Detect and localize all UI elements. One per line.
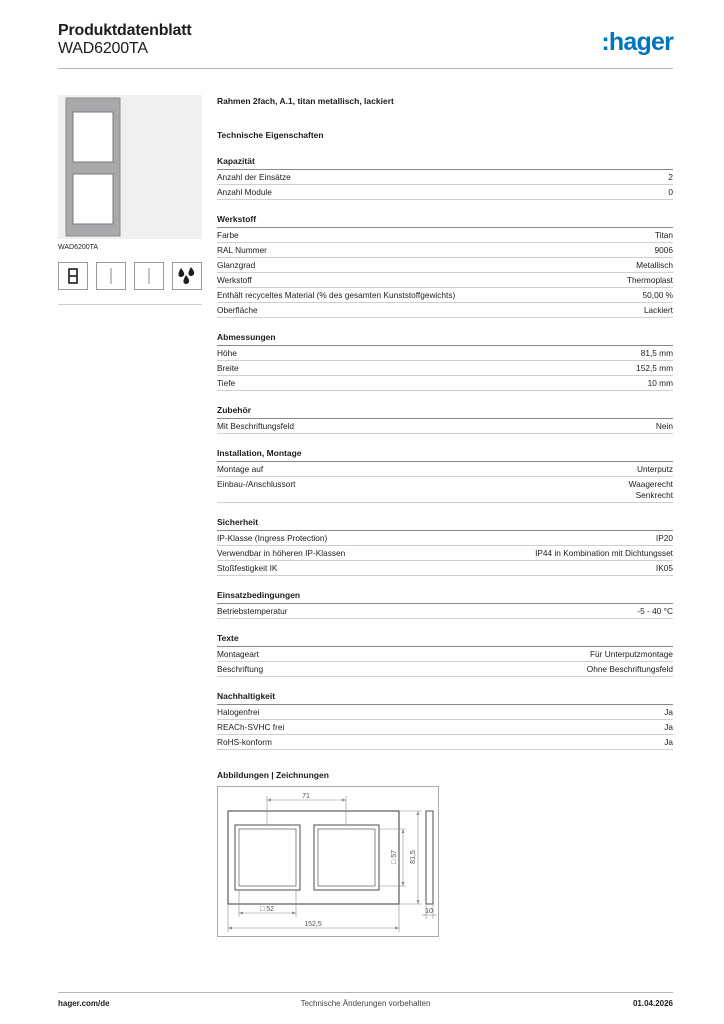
- spec-label: RoHS-konform: [217, 737, 272, 747]
- product-image: [58, 95, 202, 239]
- technical-drawing: [217, 786, 439, 937]
- section-title: Sicherheit: [217, 517, 673, 531]
- spec-section: [217, 332, 673, 391]
- spec-row: [217, 258, 673, 273]
- spec-value: Ja: [664, 707, 673, 717]
- spec-row: [217, 419, 673, 434]
- spec-section: [217, 214, 673, 318]
- spec-label: Enthält recyceltes Material (% des gesamten Kunststoffgewichts): [217, 290, 456, 300]
- spec-row: [217, 243, 673, 258]
- dimension-52: □ 52: [260, 906, 274, 913]
- spec-value: Ohne Beschriftungsfeld: [586, 664, 673, 674]
- spec-label: Oberfläche: [217, 305, 258, 315]
- section-title: Zubehör: [217, 405, 673, 419]
- product-description: Rahmen 2fach, A.1, titan metallisch, lackiert: [217, 96, 394, 106]
- spec-value: 10 mm: [647, 378, 673, 388]
- spec-label: Breite: [217, 363, 239, 373]
- spec-label: Werkstoff: [217, 275, 252, 285]
- spec-section: [217, 633, 673, 677]
- spec-row: [217, 228, 673, 243]
- footer-website: hager.com/de: [58, 999, 110, 1008]
- spec-row: [217, 477, 673, 503]
- figures-heading: Abbildungen | Zeichnungen: [217, 770, 329, 780]
- page-header: [58, 21, 673, 69]
- spec-value: 2: [668, 172, 673, 182]
- spec-row: [217, 288, 673, 303]
- spec-row: [217, 662, 673, 677]
- section-title: Installation, Montage: [217, 448, 673, 462]
- spec-value: IP44 in Kombination mit Dichtungsset: [535, 548, 673, 558]
- spec-section: [217, 691, 673, 750]
- spec-value: Metallisch: [636, 260, 673, 270]
- spec-row: [217, 185, 673, 200]
- footer-date: 01.04.2026: [632, 999, 673, 1008]
- spec-section: [217, 517, 673, 576]
- water-drops-icon: [172, 262, 202, 290]
- left-divider: [58, 304, 202, 305]
- spec-value: 0: [668, 187, 673, 197]
- hager-logo: :hager: [601, 28, 673, 56]
- spec-value: Thermoplast: [626, 275, 673, 285]
- spec-label: REACh-SVHC frei: [217, 722, 285, 732]
- dimension-152-5: 152,5: [304, 921, 322, 928]
- spec-value: Ja: [664, 722, 673, 732]
- spec-section: [217, 156, 673, 200]
- spec-row: [217, 546, 673, 561]
- section-title: Kapazität: [217, 156, 673, 170]
- specification-sections: [217, 156, 673, 750]
- spec-label: Beschriftung: [217, 664, 264, 674]
- dimension-57: □ 57: [391, 850, 398, 864]
- spec-row: [217, 376, 673, 391]
- spec-label: Betriebstemperatur: [217, 606, 288, 616]
- line-icon: [96, 262, 126, 290]
- spec-row: [217, 303, 673, 318]
- spec-label: RAL Nummer: [217, 245, 267, 255]
- spec-row: [217, 604, 673, 619]
- spec-section: [217, 405, 673, 434]
- section-title: Nachhaltigkeit: [217, 691, 673, 705]
- spec-row: [217, 735, 673, 750]
- spec-row: [217, 720, 673, 735]
- spec-value: 50,00 %: [642, 290, 673, 300]
- spec-label: Anzahl der Einsätze: [217, 172, 291, 182]
- spec-value: IP20: [655, 533, 673, 543]
- specification-column: [217, 96, 673, 937]
- spec-label: Glanzgrad: [217, 260, 256, 270]
- spec-value: Für Unterputzmontage: [589, 649, 673, 659]
- spec-row: [217, 346, 673, 361]
- spec-row: [217, 170, 673, 185]
- product-frame-illustration: [58, 95, 202, 239]
- spec-value: Titan: [654, 230, 673, 240]
- spec-row: [217, 361, 673, 376]
- spec-value: Nein: [655, 421, 673, 431]
- image-caption: WAD6200TA: [58, 244, 99, 251]
- section-title: Abmessungen: [217, 332, 673, 346]
- spec-label: Anzahl Module: [217, 187, 272, 197]
- page-footer: [58, 992, 673, 1013]
- spec-label: Montageart: [217, 649, 259, 659]
- section-title: Texte: [217, 633, 673, 647]
- spec-value: 9006: [654, 245, 673, 255]
- spec-row: [217, 531, 673, 546]
- article-number: WAD6200TA: [58, 40, 148, 57]
- section-title: Werkstoff: [217, 214, 673, 228]
- feature-icons: [58, 262, 202, 290]
- left-column: [58, 95, 202, 305]
- technical-properties-heading: Technische Eigenschaften: [217, 130, 324, 140]
- dimension-10: 10: [425, 908, 433, 915]
- spec-label: Farbe: [217, 230, 239, 240]
- spec-section: [217, 590, 673, 619]
- section-title: Einsatzbedingungen: [217, 590, 673, 604]
- spec-value: Waagerecht Senkrecht: [628, 479, 673, 500]
- spec-label: Halogenfrei: [217, 707, 260, 717]
- spec-value: -5 - 40 °C: [637, 606, 673, 616]
- spec-value: IK05: [655, 563, 673, 573]
- dimension-71: 71: [302, 793, 310, 800]
- spec-row: [217, 462, 673, 477]
- spec-value: Lackiert: [643, 305, 673, 315]
- spec-row: [217, 561, 673, 576]
- footer-notice: Technische Änderungen vorbehalten: [300, 999, 431, 1008]
- spec-label: Höhe: [217, 348, 237, 358]
- spec-label: Stoßfestigkeit IK: [217, 563, 278, 573]
- spec-label: Montage auf: [217, 464, 264, 474]
- line-icon: [134, 262, 164, 290]
- spec-value: 81,5 mm: [640, 348, 673, 358]
- spec-row: [217, 647, 673, 662]
- spec-value: Ja: [664, 737, 673, 747]
- dimension-81-5: 81,5: [410, 850, 417, 864]
- spec-label: Tiefe: [217, 378, 236, 388]
- spec-label: IP-Klasse (Ingress Protection): [217, 533, 328, 543]
- spec-value: Unterputz: [637, 464, 673, 474]
- spec-label: Einbau-/Anschlussort: [217, 479, 296, 489]
- spec-row: [217, 273, 673, 288]
- spec-row: [217, 705, 673, 720]
- spec-section: [217, 448, 673, 503]
- socket-icon: [58, 262, 88, 290]
- spec-label: Verwendbar in höheren IP-Klassen: [217, 548, 346, 558]
- spec-value: 152,5 mm: [636, 363, 673, 373]
- spec-label: Mit Beschriftungsfeld: [217, 421, 295, 431]
- document-title: Produktdatenblatt: [58, 22, 192, 39]
